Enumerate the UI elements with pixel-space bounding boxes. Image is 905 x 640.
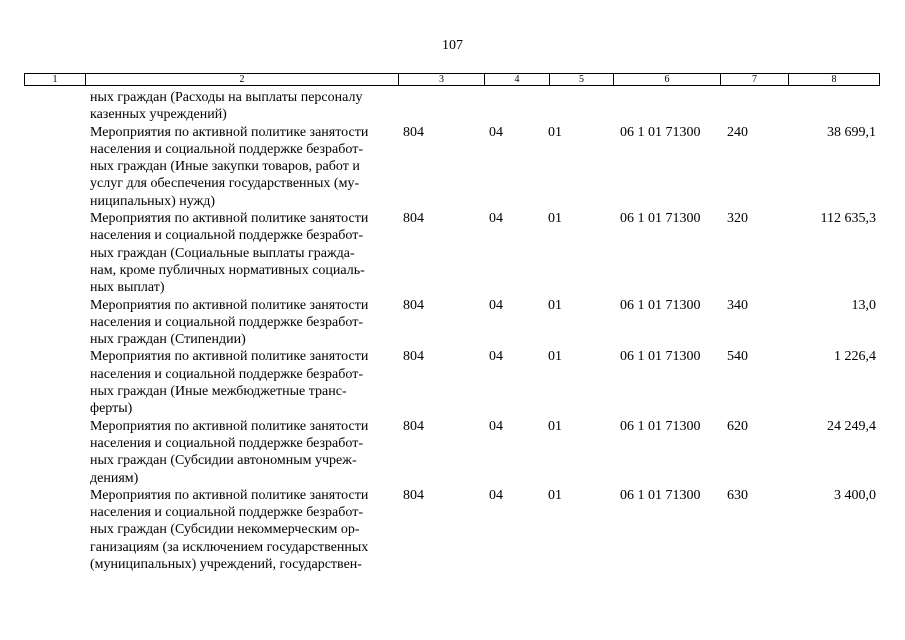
header-col-4: 4 xyxy=(485,74,550,85)
table-row-continuation xyxy=(24,89,880,124)
row-target: 06 1 01 71300 xyxy=(620,211,701,227)
row-section: 04 xyxy=(489,349,503,365)
table-row xyxy=(24,210,880,296)
row-expense-type: 320 xyxy=(727,211,748,227)
row-description: Мероприятия по активной политике занятости населения и социальной поддержке безработ- ных граждан (Субсидии некоммерческим ор- ганизациям (за исключением государственных (муниципальных) учреждений, государствен- xyxy=(90,487,369,573)
row-section: 04 xyxy=(489,297,503,313)
row-subsection: 01 xyxy=(548,487,562,503)
header-col-5: 5 xyxy=(550,74,614,85)
row-section: 04 xyxy=(489,124,503,140)
row-amount: 38 699,1 xyxy=(827,124,876,140)
row-description: Мероприятия по активной политике занятости населения и социальной поддержке безработ- ных граждан (Стипендии) xyxy=(90,297,369,348)
table-body xyxy=(24,89,880,573)
header-col-3: 3 xyxy=(399,74,485,85)
row-description: Мероприятия по активной политике занятости населения и социальной поддержке безработ- ных граждан (Субсидии автономным учреж- дениям) xyxy=(90,418,369,486)
header-col-2: 2 xyxy=(86,74,399,85)
row-amount: 13,0 xyxy=(851,297,876,313)
row-description: ных граждан (Расходы на выплаты персоналу казенных учреждений) xyxy=(90,90,363,123)
row-expense-type: 620 xyxy=(727,418,748,434)
header-col-6: 6 xyxy=(614,74,721,85)
row-expense-type: 240 xyxy=(727,124,748,140)
row-subsection: 01 xyxy=(548,349,562,365)
row-section: 04 xyxy=(489,211,503,227)
row-amount: 112 635,3 xyxy=(820,211,876,227)
row-ministry: 804 xyxy=(403,349,424,365)
row-subsection: 01 xyxy=(548,211,562,227)
row-description: Мероприятия по активной политике занятости населения и социальной поддержке безработ- ных граждан (Социальные выплаты гражда- нам, кроме публичных нормативных социаль- ных выплат) xyxy=(90,211,369,296)
header-col-8: 8 xyxy=(831,74,837,85)
row-amount: 3 400,0 xyxy=(834,487,876,503)
row-ministry: 804 xyxy=(403,211,424,227)
table-row xyxy=(24,124,880,210)
header-col-7: 7 xyxy=(721,74,789,85)
row-target: 06 1 01 71300 xyxy=(620,418,701,434)
row-section: 04 xyxy=(489,487,503,503)
page-number: 107 xyxy=(442,38,463,53)
table-row xyxy=(24,348,880,417)
row-ministry: 804 xyxy=(403,124,424,140)
table-row xyxy=(24,297,880,349)
row-subsection: 01 xyxy=(548,418,562,434)
table-header xyxy=(24,73,880,86)
row-expense-type: 540 xyxy=(727,349,748,365)
row-subsection: 01 xyxy=(548,124,562,140)
row-description: Мероприятия по активной политике занятости населения и социальной поддержке безработ- ных граждан (Иные межбюджетные транс- ферты) xyxy=(90,349,369,417)
row-target: 06 1 01 71300 xyxy=(620,487,701,503)
row-target: 06 1 01 71300 xyxy=(620,297,701,313)
row-ministry: 804 xyxy=(403,297,424,313)
row-amount: 24 249,4 xyxy=(827,418,876,434)
row-expense-type: 340 xyxy=(727,297,748,313)
row-target: 06 1 01 71300 xyxy=(620,124,701,140)
row-description: Мероприятия по активной политике занятости населения и социальной поддержке безработ- ных граждан (Иные закупки товаров, работ и услуг для обеспечения государственных (му- ниципальных) нужд) xyxy=(90,124,369,209)
row-ministry: 804 xyxy=(403,418,424,434)
table-row xyxy=(24,487,880,573)
row-ministry: 804 xyxy=(403,487,424,503)
row-amount: 1 226,4 xyxy=(834,349,876,365)
row-expense-type: 630 xyxy=(727,487,748,503)
row-subsection: 01 xyxy=(548,297,562,313)
row-target: 06 1 01 71300 xyxy=(620,349,701,365)
row-section: 04 xyxy=(489,418,503,434)
header-col-1: 1 xyxy=(25,74,86,85)
table-row xyxy=(24,418,880,487)
